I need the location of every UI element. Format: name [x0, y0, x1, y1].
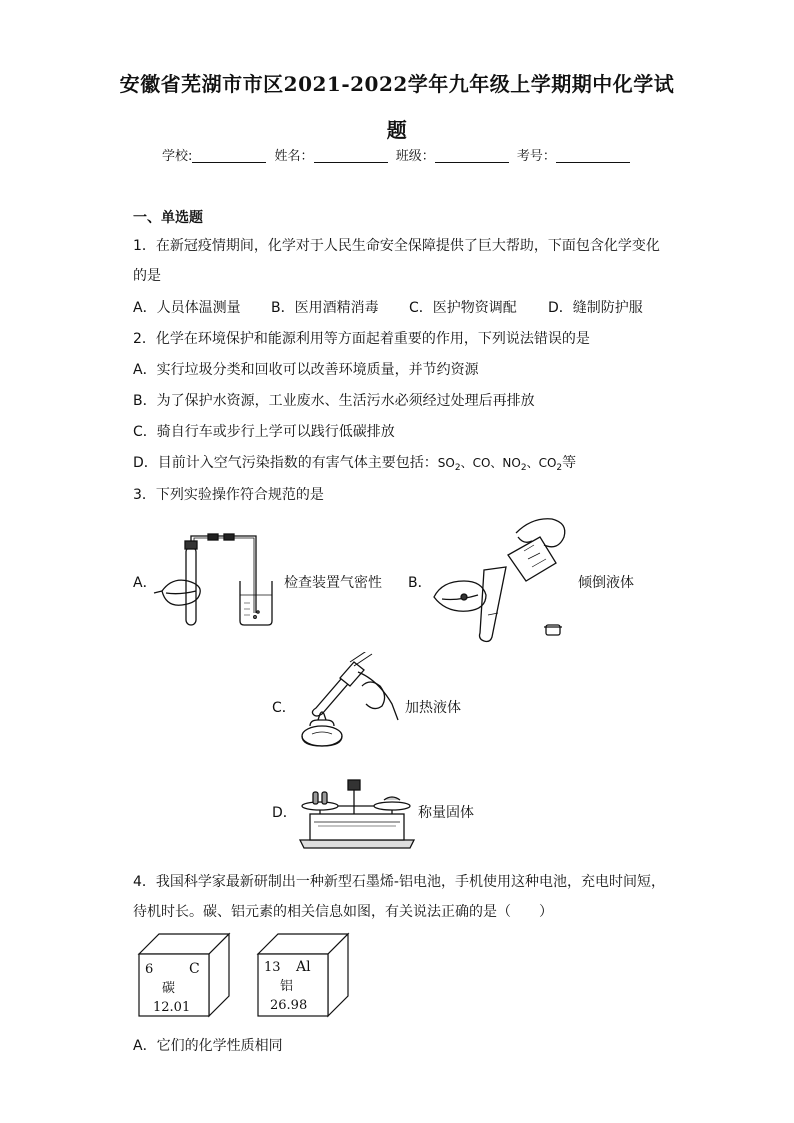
q3-option-c-label: 加热液体 [405, 700, 461, 716]
q1-options [133, 297, 643, 317]
q2-option-c[interactable]: C．骑自行车或步行上学可以践行低碳排放 [133, 424, 395, 440]
school-blank[interactable] [192, 148, 266, 163]
q1-option-b[interactable]: B．医用酒精消毒 [271, 300, 379, 316]
airtightness-check-illustration [152, 533, 282, 628]
q1-option-a[interactable]: A．人员体温测量 [133, 300, 241, 316]
q3-option-a-letter[interactable]: A． [133, 575, 157, 591]
page-title-line2: 题 [386, 118, 408, 142]
name-blank[interactable] [314, 148, 388, 163]
q3-option-d-label: 称量固体 [418, 805, 474, 821]
q2-option-b[interactable]: B．为了保护水资源，工业废水、生活污水必须经过处理后再排放 [133, 393, 535, 409]
carbon-name: 碳 [162, 981, 176, 996]
exam-no-label: 考号： [516, 149, 556, 164]
carbon-element-card [137, 932, 231, 1018]
balance-scale-illustration [296, 770, 418, 850]
aluminum-name: 铝 [280, 979, 294, 994]
carbon-atomic-mass: 12.01 [153, 1000, 191, 1015]
q3-stem: 3．下列实验操作符合规范的是 [133, 487, 324, 503]
q2-stem: 2．化学在环境保护和能源利用等方面起着重要的作用，下列说法错误的是 [133, 331, 590, 347]
q1-stem-line2: 的是 [133, 268, 161, 284]
exam-no-blank[interactable] [556, 148, 630, 163]
page-title-line1: 安徽省芜湖市市区2021-2022学年九年级上学期期中化学试 [119, 72, 675, 96]
q1-option-c[interactable]: C．医护物资调配 [409, 300, 517, 316]
formula-co2-subscript: 2 [556, 463, 563, 473]
q1-stem-line1: 1．在新冠疫情期间，化学对于人民生命安全保障提供了巨大帮助，下面包含化学变化 [133, 238, 660, 254]
school-label: 学校: [162, 149, 193, 164]
q3-option-b-letter[interactable]: B． [408, 575, 432, 591]
q4-stem-line2: 待机时长。碳、铝元素的相关信息如图，有关说法正确的是（ ） [133, 904, 553, 920]
aluminum-atomic-mass: 26.98 [270, 998, 308, 1013]
q2-option-d-text: D．目前计入空气污染指数的有害气体主要包括： [133, 455, 438, 471]
formula-co2: 、CO [526, 456, 557, 470]
aluminum-atomic-number: 13 [264, 960, 281, 975]
q2-option-d-suffix: 等 [562, 455, 577, 471]
name-label: 姓名： [274, 149, 314, 164]
q3-option-a-label: 检查装置气密性 [284, 575, 382, 591]
class-label: 班级： [395, 149, 435, 164]
formula-no2-subscript: 2 [520, 463, 527, 473]
aluminum-symbol: Al [296, 959, 311, 975]
q3-option-d-letter[interactable]: D． [272, 805, 297, 821]
heating-liquid-illustration [292, 652, 404, 752]
q4-option-a[interactable]: A．它们的化学性质相同 [133, 1038, 283, 1054]
pouring-liquid-illustration [428, 515, 576, 643]
q2-option-a[interactable]: A．实行垃圾分类和回收可以改善环境质量，并节约资源 [133, 362, 479, 378]
q4-stem-line1: 4．我国科学家最新研制出一种新型石墨烯-铝电池，手机使用这种电池，充电时间短， [133, 874, 665, 890]
carbon-symbol: C [189, 961, 200, 977]
formula-co-no2: 、CO、NO [460, 456, 521, 470]
student-info-row [162, 145, 634, 164]
q1-option-d[interactable]: D．缝制防护服 [548, 300, 643, 316]
formula-so2-subscript: 2 [454, 463, 461, 473]
q3-option-c-letter[interactable]: C． [272, 700, 296, 716]
formula-so2: SO [437, 456, 455, 470]
aluminum-element-card [256, 932, 350, 1018]
section-heading: 一、单选题 [133, 210, 203, 226]
class-blank[interactable] [435, 148, 509, 163]
q3-option-b-label: 倾倒液体 [578, 575, 634, 591]
q2-option-d[interactable] [133, 452, 576, 473]
carbon-atomic-number: 6 [145, 962, 154, 977]
